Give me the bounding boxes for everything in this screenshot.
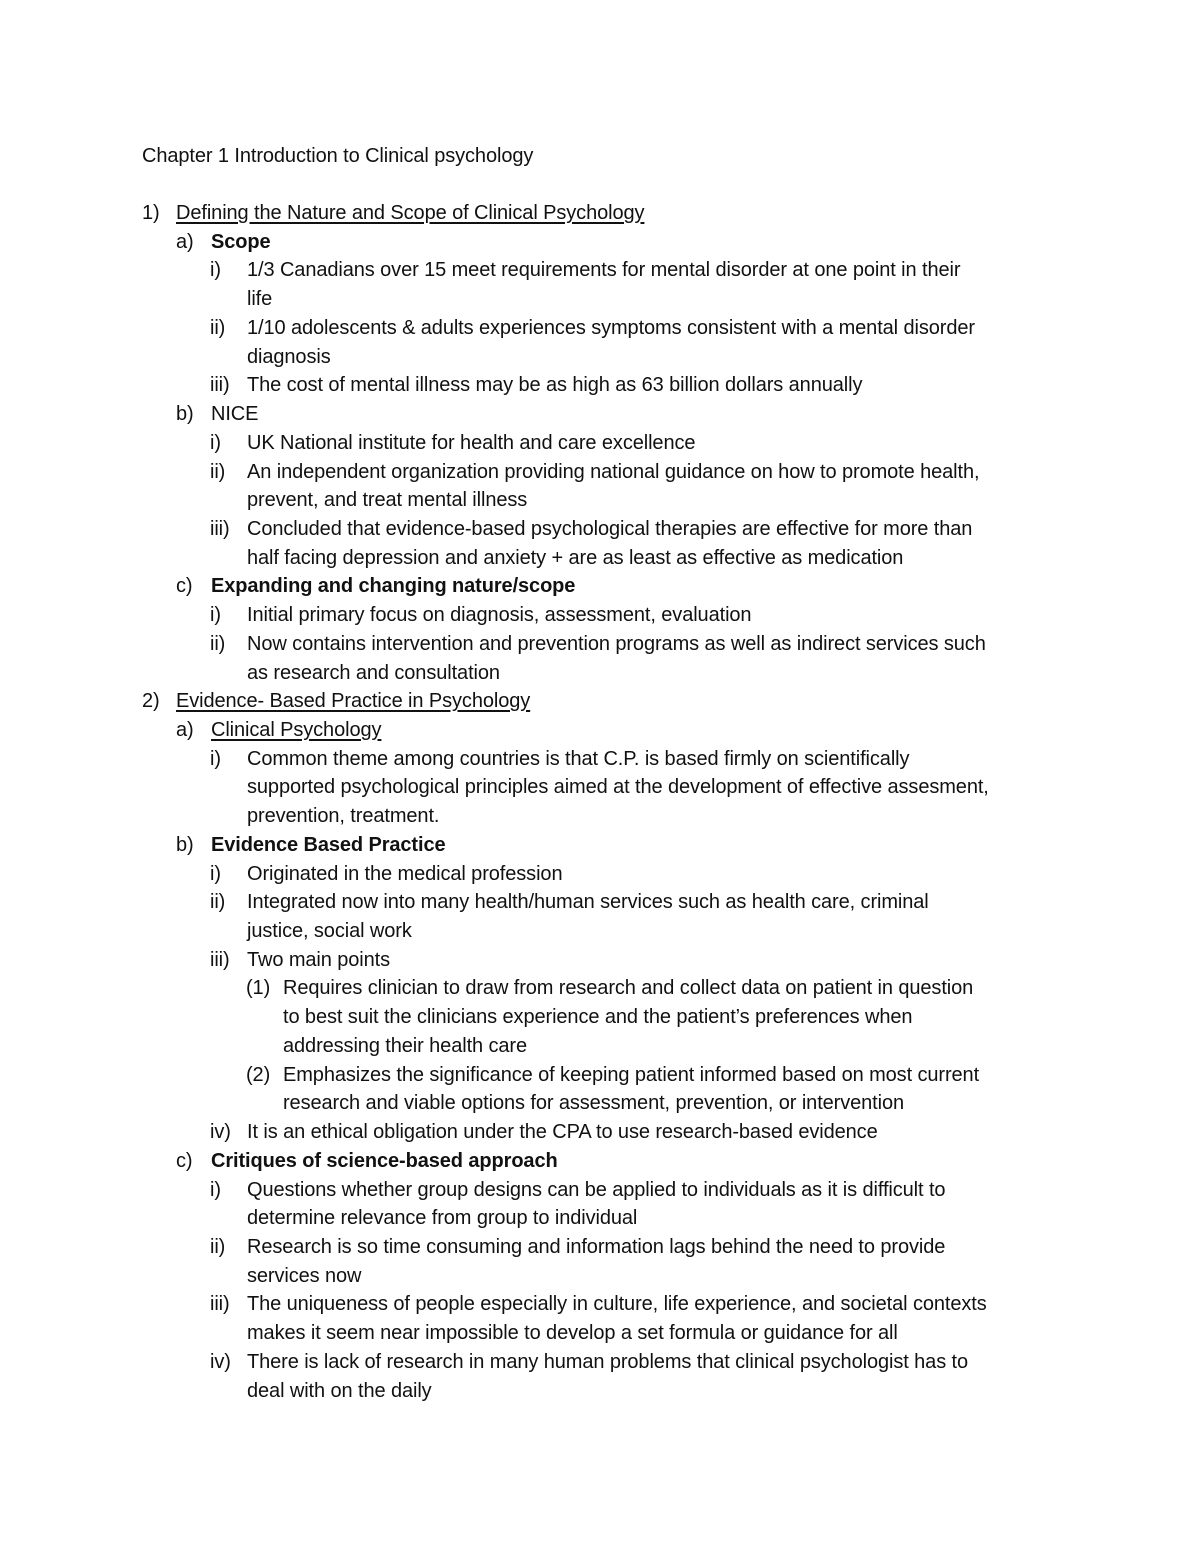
list-item-text: Research is so time consuming and information lags behind the need to provide [247,1235,946,1258]
list-marker: iii) [210,948,230,971]
list-item-text: UK National institute for health and care excellence [247,431,696,454]
list-marker: (2) [246,1063,271,1086]
list-marker: i) [210,862,221,885]
list-item-text: prevention, treatment. [247,805,440,828]
list-item-text: makes it seem near impossible to develop a set formula or guidance for all [247,1322,898,1345]
list-item-text: to best suit the clinicians experience and the patient’s preferences when [283,1006,913,1029]
list-marker: i) [210,604,221,627]
list-item-text: Clinical Psychology [211,719,382,741]
list-marker: (1) [246,977,271,1000]
list-item-text: Integrated now into many health/human services such as health care, criminal [247,891,929,914]
list-item-text: It is an ethical obligation under the CPA to use research-based evidence [247,1121,878,1143]
list-item-text: Evidence- Based Practice in Psychology [176,690,531,713]
list-item-text: Two main points [247,948,391,971]
list-marker: 1) [142,202,160,224]
list-item-text: Concluded that evidence-based psychological therapies are effective for more than [247,517,973,540]
list-marker: i) [210,431,221,454]
list-marker: iii) [210,1293,230,1316]
list-item-text: life [247,288,273,311]
list-marker: c) [176,575,193,598]
list-item-text: deal with on the daily [247,1379,432,1402]
list-item-text: NICE [211,403,259,425]
list-item-text: diagnosis [247,345,331,368]
list-item-text: Originated in the medical profession [247,862,563,885]
list-item-text: 1/3 Canadians over 15 meet requirements for mental disorder at one point in their [247,259,961,282]
list-item-text: Now contains intervention and prevention programs as well as indirect services such [247,632,986,655]
list-item-text: Defining the Nature and Scope of Clinical Psychology [176,202,645,224]
list-item-text: services now [247,1264,362,1287]
list-marker: a) [176,719,194,741]
document-title: Chapter 1 Introduction to Clinical psychology [142,145,534,167]
list-marker: ii) [210,632,226,655]
list-marker: iv) [210,1121,231,1143]
list-item-text: as research and consultation [247,661,500,684]
list-item-text: Evidence Based Practice [211,833,446,856]
list-item-text: half facing depression and anxiety + are as least as effective as medication [247,546,904,569]
list-marker: i) [210,747,221,770]
list-marker: iii) [210,374,230,397]
list-marker: 2) [142,690,160,713]
list-item-text: The uniqueness of people especially in culture, life experience, and societal contexts [247,1293,987,1316]
list-marker: ii) [210,316,226,339]
list-marker: b) [176,833,194,856]
list-item-text: Initial primary focus on diagnosis, assessment, evaluation [247,604,752,627]
list-marker: ii) [210,460,226,483]
list-item-text: justice, social work [247,920,412,942]
list-marker: i) [210,259,221,282]
list-item-text: Common theme among countries is that C.P. is based firmly on scientifically [247,747,910,770]
list-marker: ii) [210,891,226,914]
list-item-text: The cost of mental illness may be as high as 63 billion dollars annually [247,374,863,397]
list-item-text: research and viable options for assessment, prevention, or intervention [283,1092,905,1115]
list-item-text: determine relevance from group to individual [247,1207,638,1230]
list-item-text: There is lack of research in many human problems that clinical psychologist has to [247,1350,969,1373]
list-marker: a) [176,230,194,253]
list-marker: ii) [210,1235,226,1258]
list-marker: iv) [210,1350,231,1373]
list-item-text: Scope [211,230,271,253]
list-item-text: Expanding and changing nature/scope [211,575,576,598]
list-item-text: 1/10 adolescents & adults experiences symptoms consistent with a mental disorder [247,316,975,339]
list-item-text: prevent, and treat mental illness [247,489,528,512]
list-item-text: Questions whether group designs can be applied to individuals as it is difficult to [247,1178,946,1201]
list-item-text: An independent organization providing national guidance on how to promote health, [247,460,980,483]
list-marker: i) [210,1178,221,1201]
list-marker: b) [176,403,194,425]
list-marker: iii) [210,517,230,540]
list-item-text: addressing their health care [283,1034,528,1057]
list-item-text: Requires clinician to draw from research and collect data on patient in question [283,977,974,1000]
list-item-text: supported psychological principles aimed at the development of effective assesment, [247,776,989,799]
list-marker: c) [176,1149,193,1172]
list-item-text: Emphasizes the significance of keeping patient informed based on most current [283,1063,980,1086]
list-item-text: Critiques of science-based approach [211,1149,558,1172]
